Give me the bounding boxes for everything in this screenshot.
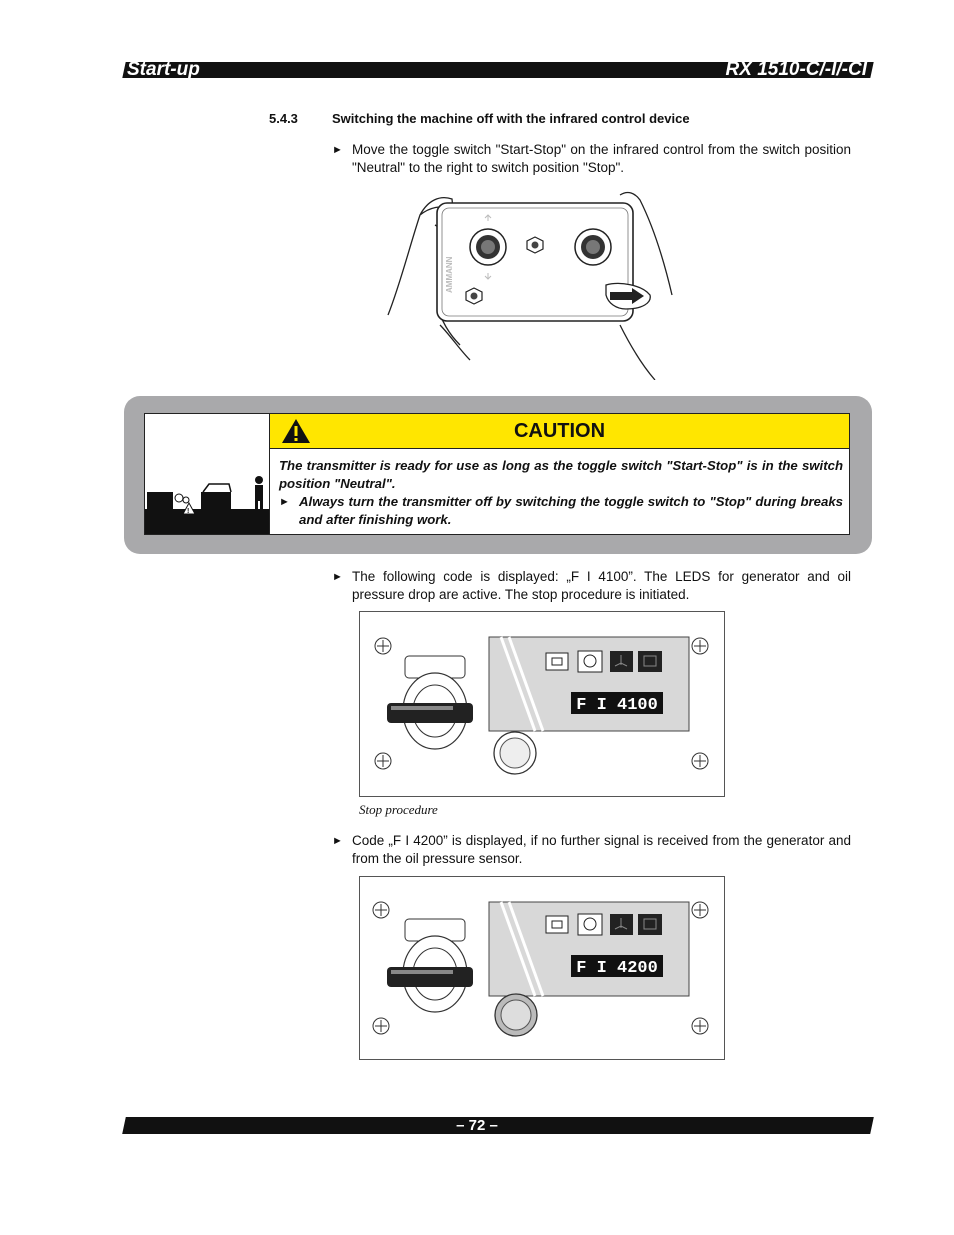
figure-caption: Stop procedure [359, 802, 438, 817]
caution-text [279, 457, 843, 529]
step-2-text: The following code is displayed: „F I 4100”. The LEDS for generator and oil pressure drop are active. The stop procedure is initiated. [352, 569, 851, 602]
triangle-right-icon: ► [332, 835, 343, 847]
step-1 [332, 141, 851, 177]
display-code-1: F I 4100 [576, 696, 658, 715]
caution-bullet [279, 493, 843, 529]
control-panel-figure-2 [359, 876, 725, 1062]
caution-pictogram [145, 414, 270, 534]
step-2 [332, 568, 851, 604]
roller-and-operator-icon [145, 414, 269, 534]
triangle-right-icon: ► [279, 496, 290, 508]
header-section-title: Start-up [127, 59, 200, 80]
remote-control-figure [380, 185, 680, 380]
caution-title: CAUTION [513, 420, 606, 442]
remote-brand-label: AMMANN [445, 256, 454, 293]
section-number: 5.4.3 [269, 111, 298, 126]
caution-bullet-text: Always turn the transmitter off by switching the toggle switch to "Stop" during breaks and after finishing work. [299, 494, 843, 527]
caution-statement: The transmitter is ready for use as long as the toggle switch "Start-Stop" is in the switch position "Neutral". [279, 458, 843, 491]
header-model: RX 1510-C/-I/-CI [725, 59, 867, 80]
svg-text:!: ! [187, 508, 190, 515]
caution-header [270, 414, 849, 449]
triangle-right-icon: ► [332, 571, 343, 583]
step-3-text: Code „F I 4200” is displayed, if no further signal is received from the generator and from the oil pressure sensor. [352, 833, 851, 866]
step-1-text: Move the toggle switch "Start-Stop" on the infrared control from the switch position "Neutral" to the right to switch position "Stop". [352, 142, 851, 175]
step-3 [332, 832, 851, 868]
display-code-2: F I 4200 [576, 959, 658, 978]
control-panel-figure-1 [359, 611, 725, 797]
section-title: Switching the machine off with the infrared control device [332, 111, 690, 126]
caution-box [144, 413, 850, 535]
triangle-right-icon: ► [332, 144, 343, 156]
page-number: – 72 – [456, 1117, 498, 1134]
